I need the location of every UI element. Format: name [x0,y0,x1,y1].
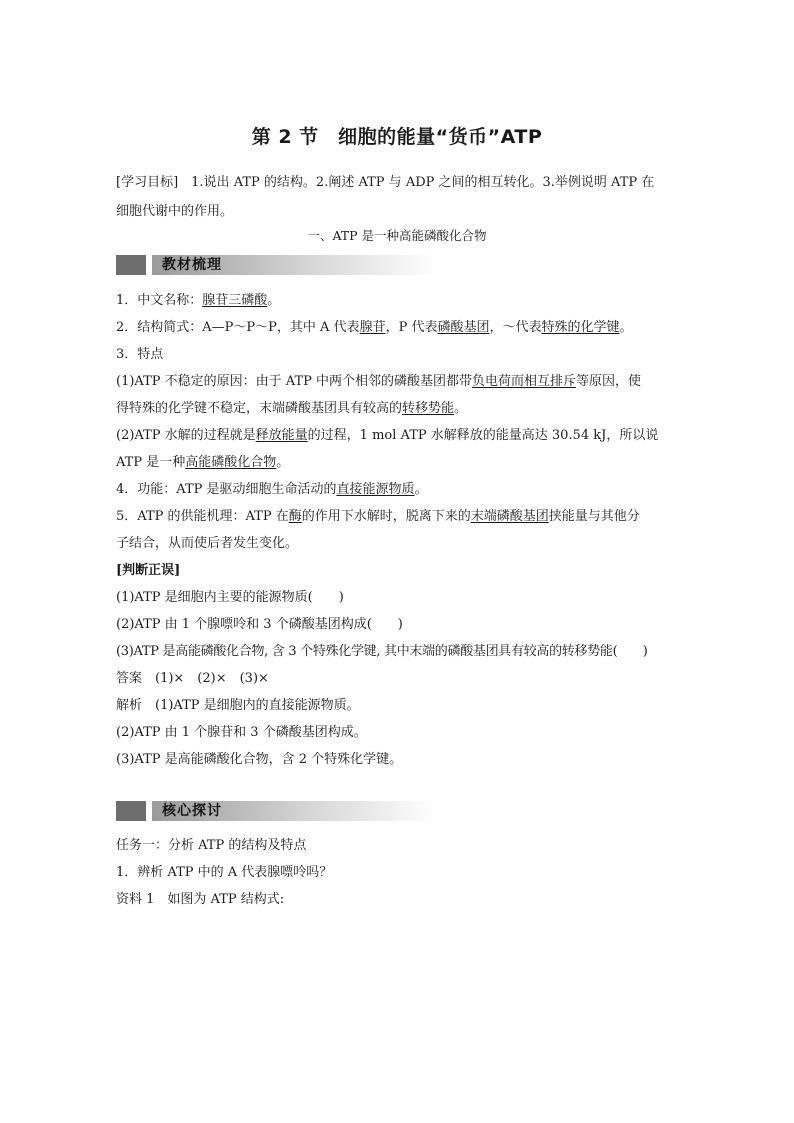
section-bar-label: 教材梳理 [162,257,222,273]
text: 。 [414,482,428,497]
text: ，～代表 [489,320,542,335]
text: 得特殊的化学键不稳定，末端磷酸基团具有较高的 [116,401,403,416]
task-1-heading: 任务一：分析 ATP 的结构及特点 [116,838,307,853]
text: 。 [276,455,290,470]
underlined-answer: 磷酸基团 [437,320,490,335]
underlined-answer: 腺苷三磷酸 [202,293,268,308]
item-5 [116,503,686,530]
item-1 [116,287,686,314]
judge-question-2: (2)ATP 由 1 个腺嘌呤和 3 个磷酸基团构成( ) [116,617,403,632]
text: 。 [619,320,633,335]
objectives-line-1: 1.说出 ATP 的结构。2.阐述 ATP 与 ADP 之间的相互转化。3.举例说明 ATP 在 [178,175,655,190]
text: (2)ATP 水解的过程就是 [116,428,256,443]
item-3-2 [116,422,686,449]
text: 的作用下水解时，脱离下来的 [301,509,471,524]
text: 5．ATP 的供能机理：ATP 在 [116,509,289,524]
core-content [116,832,686,913]
item-3-1-cont [116,395,686,422]
learning-objectives [116,168,686,226]
judge-answer: 答案 (1)× (2)× (3)× [116,671,269,686]
underlined-answer: 释放能量 [255,428,308,443]
judge-question-3: (3)ATP 是高能磷酸化合物, 含 3 个特殊化学键, 其中末端的磷酸基团具有较高的转移势能( ) [116,644,648,659]
underlined-answer: 末端磷酸基团 [470,509,549,524]
task-1-question: 1．辨析 ATP 中的 A 代表腺嘌呤吗？ [116,865,333,880]
section-bar-label: 核心探讨 [162,803,222,819]
item-4 [116,476,686,503]
underlined-answer: 特殊的化学键 [541,320,620,335]
text: 。 [454,401,468,416]
text: ，P 代表 [385,320,438,335]
section-heading: 一、ATP 是一种高能磷酸化合物 [307,228,487,243]
text: 1．中文名称： [116,293,203,308]
page-title: 第 2 节 细胞的能量“货币”ATP [251,126,543,148]
text: ATP 是一种 [116,455,186,470]
textbook-content [116,287,686,773]
underlined-answer: 高能磷酸化合物 [185,455,277,470]
text: (1)ATP 不稳定的原因：由于 ATP 中两个相邻的磷酸基团都带 [116,374,473,389]
text: 。 [267,293,281,308]
underlined-answer: 转移势能 [402,401,455,416]
item-3-2-cont [116,449,686,476]
judge-analysis-3: (3)ATP 是高能磷酸化合物，含 2 个特殊化学键。 [116,752,403,767]
judge-analysis-2: (2)ATP 由 1 个腺苷和 3 个磷酸基团构成。 [116,725,367,740]
text: 的过程，1 mol ATP 水解释放的能量高达 30.54 kJ，所以说 [307,428,659,443]
text: 4．功能：ATP 是驱动细胞生命活动的 [116,482,337,497]
material-1: 资料 1 如图为 ATP 结构式: [116,892,285,907]
underlined-answer: 腺苷 [359,320,386,335]
item-2 [116,314,686,341]
item-3: 3．特点 [116,347,164,362]
section-bar-textbook [116,255,436,275]
section-bar-core [116,801,436,821]
text: 等原因，使 [576,374,642,389]
text: 挟能量与其他分 [548,509,640,524]
underlined-answer: 直接能源物质 [336,482,415,497]
underlined-answer: 负电荷而相互排斥 [472,374,577,389]
underlined-answer: 酶 [288,509,302,524]
text: 2．结构简式：A—P～P～P，其中 A 代表 [116,320,360,335]
objectives-line-2: 细胞代谢中的作用。 [116,204,234,219]
item-3-1 [116,368,686,395]
item-5-cont: 子结合，从而使后者发生变化。 [116,536,299,551]
objectives-label: [学习目标] [116,175,179,190]
judge-label: [判断正误] [116,563,181,578]
judge-question-1: (1)ATP 是细胞内主要的能源物质( ) [116,590,344,605]
judge-analysis-1: 解析 (1)ATP 是细胞内的直接能源物质。 [116,698,360,713]
